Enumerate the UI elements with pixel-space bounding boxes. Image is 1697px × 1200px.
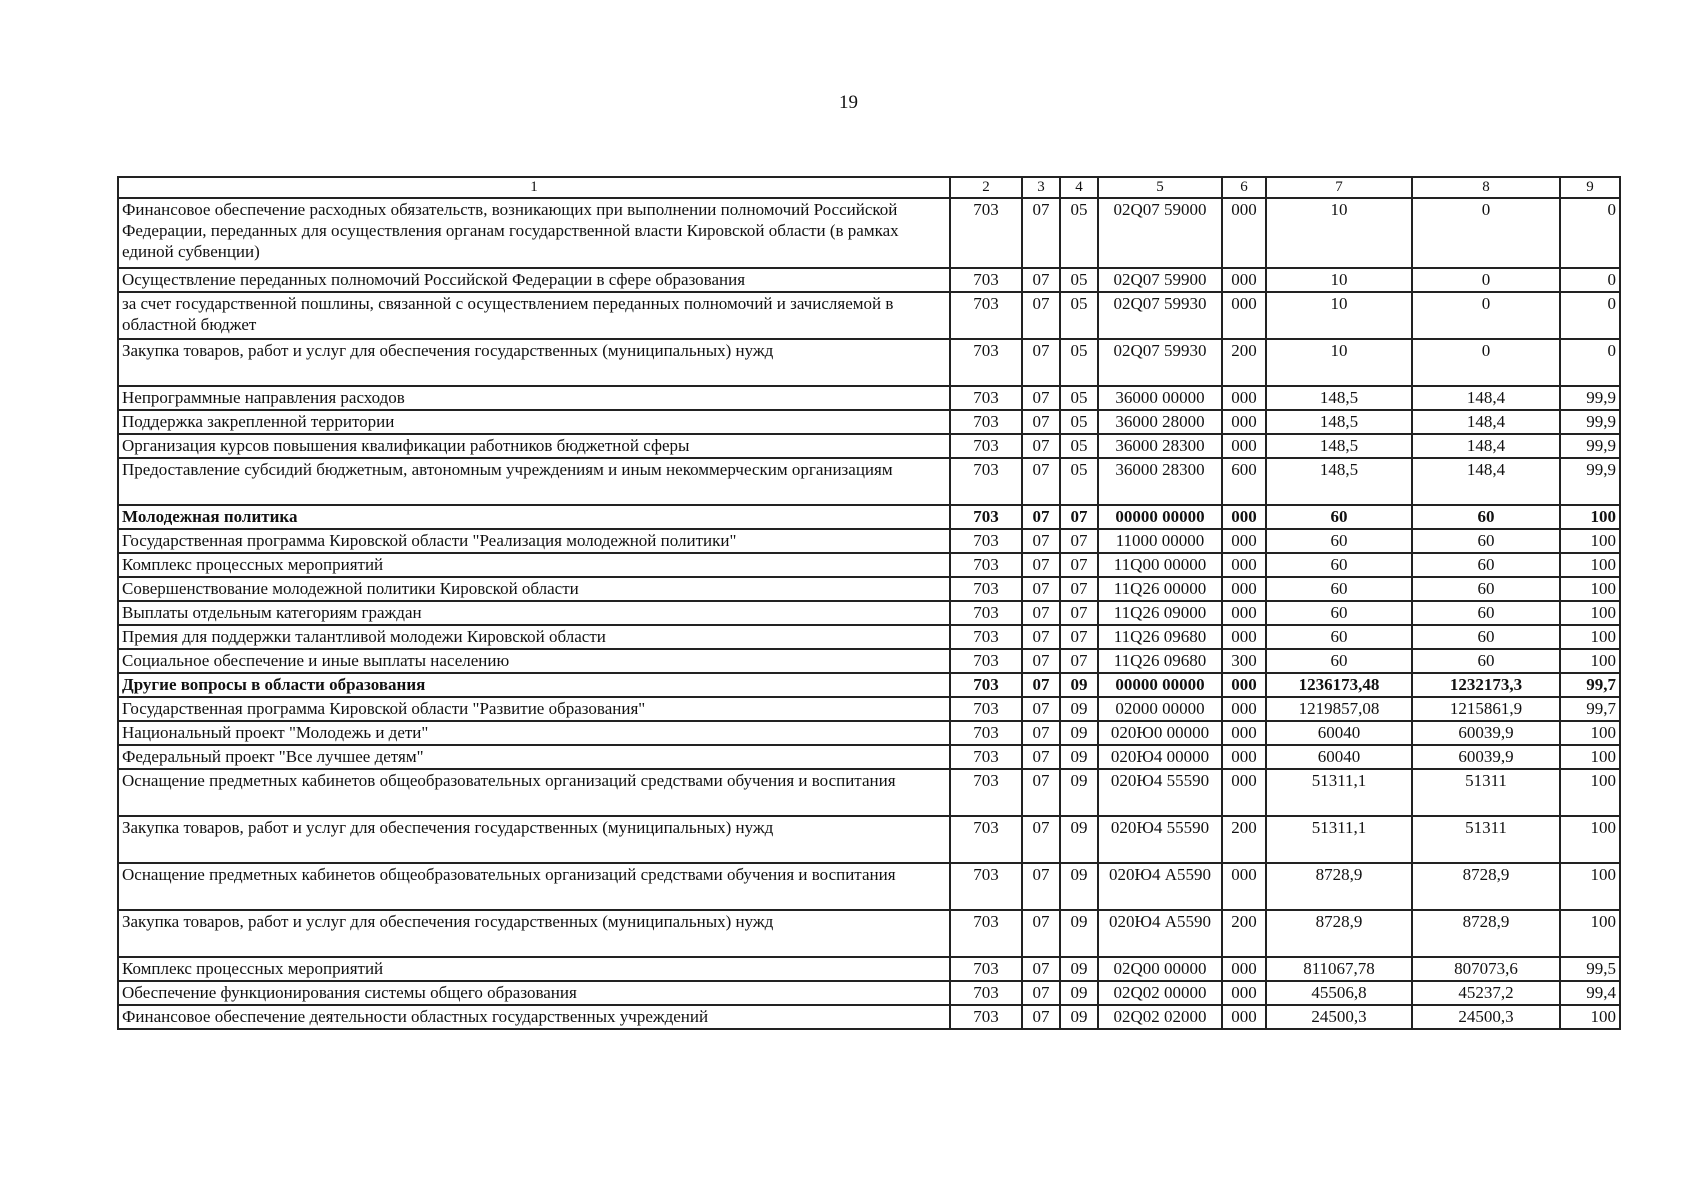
table-row	[118, 673, 1620, 697]
cell-planned: 148,5	[1266, 434, 1412, 458]
cell-name: Совершенствование молодежной политики Кировской области	[118, 577, 950, 601]
table-row	[118, 697, 1620, 721]
budget-table	[117, 176, 1621, 1030]
cell-executed: 60039,9	[1412, 721, 1560, 745]
column-header: 2	[950, 177, 1022, 198]
table-row	[118, 957, 1620, 981]
cell-executed: 8728,9	[1412, 863, 1560, 910]
cell-executed: 807073,6	[1412, 957, 1560, 981]
cell-subsection: 09	[1060, 957, 1098, 981]
cell-name: Финансовое обеспечение деятельности областных государственных учреждений	[118, 1005, 950, 1029]
cell-expense-type: 000	[1222, 198, 1266, 268]
cell-target-article: 36000 00000	[1098, 386, 1222, 410]
column-header: 9	[1560, 177, 1620, 198]
cell-percent: 99,9	[1560, 458, 1620, 505]
cell-target-article: 02Q07 59900	[1098, 268, 1222, 292]
cell-planned: 8728,9	[1266, 910, 1412, 957]
cell-percent: 99,4	[1560, 981, 1620, 1005]
cell-subsection: 07	[1060, 529, 1098, 553]
cell-target-article: 02Q07 59000	[1098, 198, 1222, 268]
cell-subsection: 05	[1060, 292, 1098, 339]
cell-name: Государственная программа Кировской области "Развитие образования"	[118, 697, 950, 721]
cell-name: Оснащение предметных кабинетов общеобразовательных организаций средствами обучения и воспитания	[118, 863, 950, 910]
cell-name: Федеральный проект "Все лучшее детям"	[118, 745, 950, 769]
cell-ministry-code: 703	[950, 434, 1022, 458]
cell-planned: 1219857,08	[1266, 697, 1412, 721]
cell-ministry-code: 703	[950, 268, 1022, 292]
cell-planned: 60	[1266, 505, 1412, 529]
cell-ministry-code: 703	[950, 673, 1022, 697]
cell-target-article: 11Q00 00000	[1098, 553, 1222, 577]
cell-planned: 8728,9	[1266, 863, 1412, 910]
cell-target-article: 020Ю4 А5590	[1098, 863, 1222, 910]
cell-expense-type: 300	[1222, 649, 1266, 673]
cell-target-article: 11Q26 09680	[1098, 625, 1222, 649]
cell-expense-type: 000	[1222, 601, 1266, 625]
cell-executed: 148,4	[1412, 458, 1560, 505]
cell-section: 07	[1022, 697, 1060, 721]
cell-percent: 100	[1560, 816, 1620, 863]
cell-executed: 60	[1412, 553, 1560, 577]
cell-section: 07	[1022, 505, 1060, 529]
cell-percent: 100	[1560, 863, 1620, 910]
cell-percent: 100	[1560, 649, 1620, 673]
cell-planned: 148,5	[1266, 386, 1412, 410]
cell-subsection: 09	[1060, 721, 1098, 745]
cell-ministry-code: 703	[950, 198, 1022, 268]
cell-executed: 45237,2	[1412, 981, 1560, 1005]
cell-ministry-code: 703	[950, 505, 1022, 529]
cell-name: Молодежная политика	[118, 505, 950, 529]
cell-executed: 60	[1412, 577, 1560, 601]
cell-percent: 0	[1560, 198, 1620, 268]
table-row	[118, 625, 1620, 649]
cell-executed: 0	[1412, 339, 1560, 386]
cell-ministry-code: 703	[950, 292, 1022, 339]
table-row	[118, 386, 1620, 410]
cell-subsection: 09	[1060, 863, 1098, 910]
cell-section: 07	[1022, 577, 1060, 601]
cell-section: 07	[1022, 1005, 1060, 1029]
cell-section: 07	[1022, 268, 1060, 292]
cell-ministry-code: 703	[950, 863, 1022, 910]
cell-expense-type: 000	[1222, 745, 1266, 769]
cell-ministry-code: 703	[950, 745, 1022, 769]
cell-target-article: 36000 28300	[1098, 434, 1222, 458]
cell-subsection: 09	[1060, 673, 1098, 697]
cell-name: Закупка товаров, работ и услуг для обеспечения государственных (муниципальных) нужд	[118, 910, 950, 957]
cell-executed: 148,4	[1412, 410, 1560, 434]
cell-target-article: 020Ю4 55590	[1098, 816, 1222, 863]
cell-ministry-code: 703	[950, 601, 1022, 625]
cell-expense-type: 000	[1222, 505, 1266, 529]
cell-name: Комплекс процессных мероприятий	[118, 957, 950, 981]
table-row	[118, 721, 1620, 745]
cell-planned: 60	[1266, 553, 1412, 577]
cell-ministry-code: 703	[950, 910, 1022, 957]
cell-planned: 811067,78	[1266, 957, 1412, 981]
cell-executed: 8728,9	[1412, 910, 1560, 957]
cell-expense-type: 000	[1222, 769, 1266, 816]
table-body	[118, 198, 1620, 1029]
cell-name: Закупка товаров, работ и услуг для обеспечения государственных (муниципальных) нужд	[118, 816, 950, 863]
cell-ministry-code: 703	[950, 410, 1022, 434]
cell-section: 07	[1022, 673, 1060, 697]
cell-section: 07	[1022, 458, 1060, 505]
cell-executed: 60	[1412, 625, 1560, 649]
table-row	[118, 1005, 1620, 1029]
cell-section: 07	[1022, 745, 1060, 769]
cell-percent: 100	[1560, 577, 1620, 601]
cell-expense-type: 000	[1222, 553, 1266, 577]
cell-planned: 24500,3	[1266, 1005, 1412, 1029]
cell-expense-type: 000	[1222, 386, 1266, 410]
cell-planned: 51311,1	[1266, 769, 1412, 816]
cell-planned: 10	[1266, 339, 1412, 386]
cell-expense-type: 600	[1222, 458, 1266, 505]
cell-executed: 0	[1412, 198, 1560, 268]
cell-planned: 51311,1	[1266, 816, 1412, 863]
cell-ministry-code: 703	[950, 957, 1022, 981]
cell-executed: 60	[1412, 649, 1560, 673]
table-row	[118, 816, 1620, 863]
table-row	[118, 458, 1620, 505]
cell-percent: 99,9	[1560, 386, 1620, 410]
cell-target-article: 00000 00000	[1098, 673, 1222, 697]
cell-target-article: 020Ю4 А5590	[1098, 910, 1222, 957]
cell-ministry-code: 703	[950, 529, 1022, 553]
cell-target-article: 00000 00000	[1098, 505, 1222, 529]
cell-expense-type: 000	[1222, 434, 1266, 458]
cell-percent: 100	[1560, 625, 1620, 649]
cell-target-article: 11000 00000	[1098, 529, 1222, 553]
cell-ministry-code: 703	[950, 981, 1022, 1005]
cell-expense-type: 000	[1222, 957, 1266, 981]
cell-percent: 100	[1560, 529, 1620, 553]
cell-expense-type: 000	[1222, 268, 1266, 292]
cell-subsection: 07	[1060, 649, 1098, 673]
cell-ministry-code: 703	[950, 649, 1022, 673]
table-header-row	[118, 177, 1620, 198]
cell-name: Непрограммные направления расходов	[118, 386, 950, 410]
column-header: 3	[1022, 177, 1060, 198]
cell-section: 07	[1022, 553, 1060, 577]
cell-section: 07	[1022, 816, 1060, 863]
table-row	[118, 601, 1620, 625]
cell-subsection: 09	[1060, 1005, 1098, 1029]
cell-target-article: 02Q07 59930	[1098, 292, 1222, 339]
cell-name: Предоставление субсидий бюджетным, автономным учреждениям и иным некоммерческим организациям	[118, 458, 950, 505]
cell-planned: 60	[1266, 577, 1412, 601]
cell-expense-type: 000	[1222, 625, 1266, 649]
cell-target-article: 02Q07 59930	[1098, 339, 1222, 386]
cell-target-article: 02Q02 00000	[1098, 981, 1222, 1005]
cell-target-article: 020Ю4 00000	[1098, 745, 1222, 769]
page-number: 19	[839, 92, 858, 113]
column-header: 5	[1098, 177, 1222, 198]
cell-section: 07	[1022, 649, 1060, 673]
cell-section: 07	[1022, 601, 1060, 625]
table-row	[118, 910, 1620, 957]
cell-subsection: 09	[1060, 697, 1098, 721]
cell-planned: 60040	[1266, 721, 1412, 745]
cell-target-article: 11Q26 09000	[1098, 601, 1222, 625]
column-header: 7	[1266, 177, 1412, 198]
cell-name: Осуществление переданных полномочий Российской Федерации в сфере образования	[118, 268, 950, 292]
cell-ministry-code: 703	[950, 553, 1022, 577]
cell-expense-type: 000	[1222, 981, 1266, 1005]
cell-ministry-code: 703	[950, 1005, 1022, 1029]
cell-name: Другие вопросы в области образования	[118, 673, 950, 697]
cell-subsection: 07	[1060, 577, 1098, 601]
cell-percent: 0	[1560, 292, 1620, 339]
cell-subsection: 07	[1060, 505, 1098, 529]
table-row	[118, 268, 1620, 292]
table-row	[118, 981, 1620, 1005]
cell-name: Социальное обеспечение и иные выплаты населению	[118, 649, 950, 673]
cell-subsection: 05	[1060, 268, 1098, 292]
cell-name: Финансовое обеспечение расходных обязательств, возникающих при выполнении полномочий Российской Федерации, переданных для осуществления органам государственной власти Кировской области (в рамках единой субвенции)	[118, 198, 950, 268]
cell-subsection: 05	[1060, 386, 1098, 410]
cell-section: 07	[1022, 957, 1060, 981]
cell-section: 07	[1022, 410, 1060, 434]
table-row	[118, 529, 1620, 553]
cell-name: Обеспечение функционирования системы общего образования	[118, 981, 950, 1005]
cell-target-article: 11Q26 00000	[1098, 577, 1222, 601]
cell-executed: 51311	[1412, 769, 1560, 816]
cell-subsection: 07	[1060, 625, 1098, 649]
cell-subsection: 05	[1060, 458, 1098, 505]
cell-expense-type: 000	[1222, 577, 1266, 601]
cell-percent: 99,7	[1560, 673, 1620, 697]
cell-ministry-code: 703	[950, 697, 1022, 721]
cell-planned: 60	[1266, 601, 1412, 625]
cell-expense-type: 000	[1222, 697, 1266, 721]
cell-target-article: 11Q26 09680	[1098, 649, 1222, 673]
cell-ministry-code: 703	[950, 721, 1022, 745]
cell-executed: 24500,3	[1412, 1005, 1560, 1029]
cell-percent: 99,7	[1560, 697, 1620, 721]
cell-ministry-code: 703	[950, 458, 1022, 505]
cell-target-article: 02Q02 02000	[1098, 1005, 1222, 1029]
cell-subsection: 07	[1060, 601, 1098, 625]
cell-percent: 0	[1560, 268, 1620, 292]
cell-percent: 100	[1560, 601, 1620, 625]
cell-executed: 0	[1412, 268, 1560, 292]
cell-section: 07	[1022, 910, 1060, 957]
cell-ministry-code: 703	[950, 816, 1022, 863]
cell-expense-type: 000	[1222, 863, 1266, 910]
table-row	[118, 553, 1620, 577]
cell-subsection: 05	[1060, 410, 1098, 434]
cell-executed: 0	[1412, 292, 1560, 339]
cell-planned: 60	[1266, 529, 1412, 553]
cell-name: Премия для поддержки талантливой молодежи Кировской области	[118, 625, 950, 649]
cell-executed: 1232173,3	[1412, 673, 1560, 697]
cell-percent: 100	[1560, 910, 1620, 957]
cell-name: за счет государственной пошлины, связанной с осуществлением переданных полномочий и зачисляемой в областной бюджет	[118, 292, 950, 339]
cell-percent: 100	[1560, 505, 1620, 529]
cell-section: 07	[1022, 434, 1060, 458]
cell-planned: 10	[1266, 292, 1412, 339]
column-header: 4	[1060, 177, 1098, 198]
cell-name: Закупка товаров, работ и услуг для обеспечения государственных (муниципальных) нужд	[118, 339, 950, 386]
cell-name: Организация курсов повышения квалификации работников бюджетной сферы	[118, 434, 950, 458]
cell-ministry-code: 703	[950, 769, 1022, 816]
column-header: 1	[118, 177, 950, 198]
cell-section: 07	[1022, 339, 1060, 386]
cell-ministry-code: 703	[950, 577, 1022, 601]
cell-planned: 60	[1266, 649, 1412, 673]
cell-expense-type: 000	[1222, 292, 1266, 339]
table-row	[118, 769, 1620, 816]
cell-executed: 148,4	[1412, 434, 1560, 458]
cell-target-article: 36000 28000	[1098, 410, 1222, 434]
table-row	[118, 505, 1620, 529]
cell-executed: 51311	[1412, 816, 1560, 863]
cell-planned: 1236173,48	[1266, 673, 1412, 697]
cell-planned: 45506,8	[1266, 981, 1412, 1005]
table-row	[118, 292, 1620, 339]
table-row	[118, 410, 1620, 434]
cell-name: Комплекс процессных мероприятий	[118, 553, 950, 577]
cell-name: Национальный проект "Молодежь и дети"	[118, 721, 950, 745]
cell-percent: 100	[1560, 769, 1620, 816]
cell-subsection: 07	[1060, 553, 1098, 577]
cell-section: 07	[1022, 981, 1060, 1005]
cell-percent: 100	[1560, 1005, 1620, 1029]
cell-subsection: 09	[1060, 745, 1098, 769]
cell-percent: 99,9	[1560, 434, 1620, 458]
cell-expense-type: 000	[1222, 721, 1266, 745]
cell-name: Выплаты отдельным категориям граждан	[118, 601, 950, 625]
cell-percent: 100	[1560, 745, 1620, 769]
cell-ministry-code: 703	[950, 386, 1022, 410]
cell-expense-type: 000	[1222, 673, 1266, 697]
cell-target-article: 36000 28300	[1098, 458, 1222, 505]
cell-executed: 60	[1412, 601, 1560, 625]
cell-subsection: 05	[1060, 339, 1098, 386]
table-row	[118, 577, 1620, 601]
cell-percent: 99,5	[1560, 957, 1620, 981]
cell-subsection: 09	[1060, 910, 1098, 957]
cell-section: 07	[1022, 292, 1060, 339]
cell-section: 07	[1022, 721, 1060, 745]
cell-target-article: 02000 00000	[1098, 697, 1222, 721]
cell-subsection: 09	[1060, 769, 1098, 816]
table-row	[118, 745, 1620, 769]
cell-expense-type: 000	[1222, 1005, 1266, 1029]
cell-section: 07	[1022, 625, 1060, 649]
cell-planned: 148,5	[1266, 410, 1412, 434]
cell-subsection: 05	[1060, 434, 1098, 458]
cell-subsection: 09	[1060, 981, 1098, 1005]
cell-planned: 60040	[1266, 745, 1412, 769]
column-header: 6	[1222, 177, 1266, 198]
cell-section: 07	[1022, 863, 1060, 910]
cell-name: Поддержка закрепленной территории	[118, 410, 950, 434]
cell-expense-type: 000	[1222, 410, 1266, 434]
cell-planned: 60	[1266, 625, 1412, 649]
cell-name: Государственная программа Кировской области "Реализация молодежной политики"	[118, 529, 950, 553]
cell-name: Оснащение предметных кабинетов общеобразовательных организаций средствами обучения и воспитания	[118, 769, 950, 816]
cell-section: 07	[1022, 386, 1060, 410]
cell-executed: 60	[1412, 529, 1560, 553]
cell-percent: 99,9	[1560, 410, 1620, 434]
cell-section: 07	[1022, 529, 1060, 553]
cell-target-article: 020Ю0 00000	[1098, 721, 1222, 745]
table-row	[118, 339, 1620, 386]
cell-expense-type: 200	[1222, 816, 1266, 863]
cell-target-article: 02Q00 00000	[1098, 957, 1222, 981]
column-header: 8	[1412, 177, 1560, 198]
table-row	[118, 649, 1620, 673]
cell-percent: 100	[1560, 553, 1620, 577]
cell-expense-type: 200	[1222, 339, 1266, 386]
table-row	[118, 434, 1620, 458]
cell-ministry-code: 703	[950, 339, 1022, 386]
cell-executed: 148,4	[1412, 386, 1560, 410]
cell-planned: 10	[1266, 198, 1412, 268]
cell-section: 07	[1022, 198, 1060, 268]
cell-section: 07	[1022, 769, 1060, 816]
cell-percent: 0	[1560, 339, 1620, 386]
table-row	[118, 198, 1620, 268]
cell-subsection: 09	[1060, 816, 1098, 863]
table-row	[118, 863, 1620, 910]
cell-ministry-code: 703	[950, 625, 1022, 649]
cell-expense-type: 200	[1222, 910, 1266, 957]
cell-target-article: 020Ю4 55590	[1098, 769, 1222, 816]
cell-percent: 100	[1560, 721, 1620, 745]
cell-executed: 60039,9	[1412, 745, 1560, 769]
cell-executed: 60	[1412, 505, 1560, 529]
cell-planned: 148,5	[1266, 458, 1412, 505]
cell-executed: 1215861,9	[1412, 697, 1560, 721]
cell-expense-type: 000	[1222, 529, 1266, 553]
cell-planned: 10	[1266, 268, 1412, 292]
cell-subsection: 05	[1060, 198, 1098, 268]
